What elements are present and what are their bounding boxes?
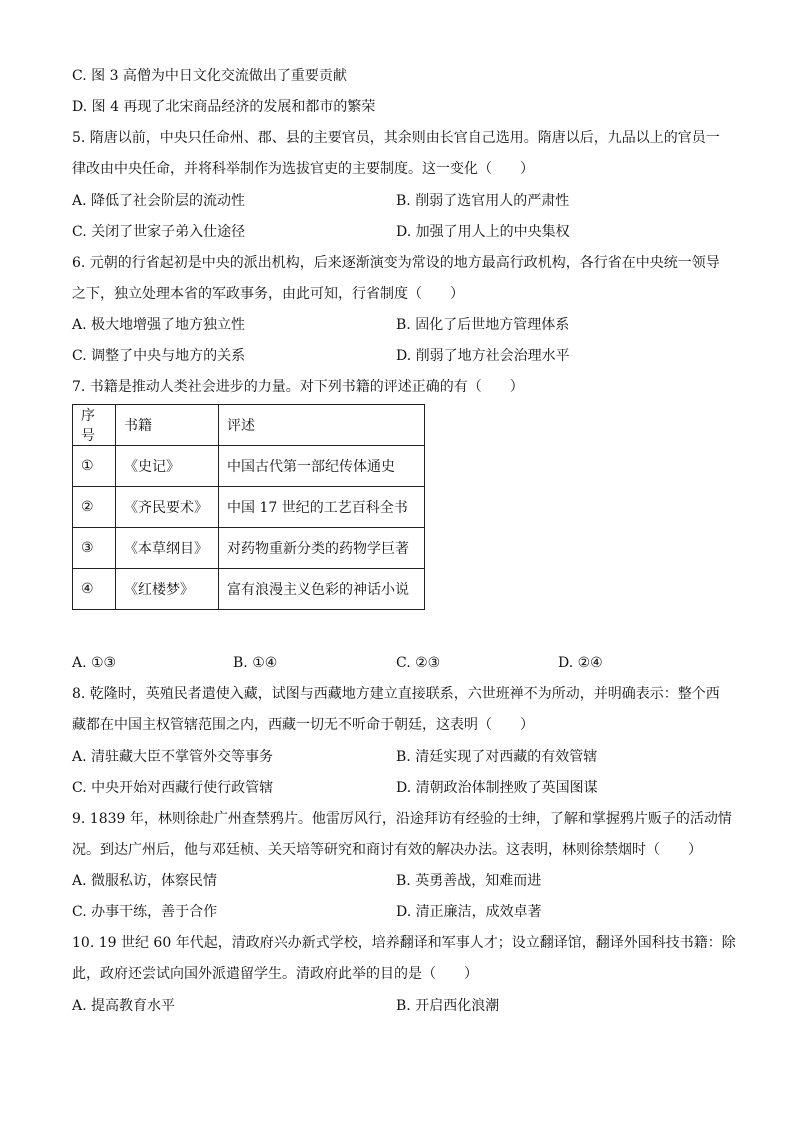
- q6-option-a: A. 极大地增强了地方独立性: [72, 317, 246, 333]
- q8-option-a: A. 清驻藏大臣不掌管外交等事务: [72, 749, 274, 765]
- q10-option-a: A. 提高教育水平: [72, 998, 176, 1014]
- row-comment: 中国 17 世纪的工艺百科全书: [219, 487, 425, 528]
- q6-option-d: D. 削弱了地方社会治理水平: [396, 348, 570, 364]
- header-index: 序号: [73, 405, 116, 446]
- row-book: 《史记》: [116, 446, 219, 487]
- table-row: [73, 528, 425, 569]
- row-comment: 中国古代第一部纪传体通史: [219, 446, 425, 487]
- q8-option-c: C. 中央开始对西藏行使行政管辖: [72, 780, 274, 796]
- q7-option-a: A. ①③: [72, 655, 117, 671]
- q4-option-c: C. 图 3 高僧为中日文化交流做出了重要贡献: [72, 68, 347, 84]
- q10-stem-line-2: 此，政府还尝试向国外派遣留学生。清政府此举的目的是（ ）: [72, 966, 478, 982]
- row-book: 《红楼梦》: [116, 569, 219, 610]
- q7-option-b: B. ①④: [233, 655, 278, 671]
- row-index: ④: [73, 569, 116, 610]
- q6-stem-line-2: 之下，独立处理本省的军政事务，由此可知，行省制度（ ）: [72, 286, 464, 302]
- table-row: [73, 569, 425, 610]
- table-header-row: [73, 405, 425, 446]
- q9-option-d: D. 清正廉洁，成效卓著: [396, 904, 542, 920]
- row-book: 《齐民要术》: [116, 487, 219, 528]
- row-book: 《本草纲目》: [116, 528, 219, 569]
- table-row: [73, 487, 425, 528]
- header-comment: 评述: [219, 405, 425, 446]
- row-index: ②: [73, 487, 116, 528]
- row-index: ①: [73, 446, 116, 487]
- q6-option-c: C. 调整了中央与地方的关系: [72, 348, 246, 364]
- q4-option-d: D. 图 4 再现了北宋商品经济的发展和都市的繁荣: [72, 99, 376, 115]
- q5-option-c: C. 关闭了世家子弟入仕途径: [72, 224, 246, 240]
- q6-option-b: B. 固化了后世地方管理体系: [396, 317, 570, 333]
- q9-option-b: B. 英勇善战，知难而进: [396, 873, 542, 889]
- q7-stem: 7. 书籍是推动人类社会进步的力量。对下列书籍的评述正确的有（ ）: [72, 379, 524, 395]
- header-book: 书籍: [116, 405, 219, 446]
- q8-option-b: B. 清廷实现了对西藏的有效管辖: [396, 749, 598, 765]
- row-comment: 对药物重新分类的药物学巨著: [219, 528, 425, 569]
- q5-stem-line-1: 5. 隋唐以前，中央只任命州、郡、县的主要官员，其余则由长官自己选用。隋唐以后，九品以上的官员一: [72, 130, 720, 146]
- q8-option-d: D. 清朝政治体制挫败了英国图谋: [396, 780, 598, 796]
- q7-option-c: C. ②③: [396, 655, 441, 671]
- q5-option-a: A. 降低了社会阶层的流动性: [72, 193, 246, 209]
- q8-stem-line-1: 8. 乾隆时，英殖民者遣使入藏，试图与西藏地方建立直接联系，六世班禅不为所动，并明确表示：整个西: [72, 686, 720, 702]
- q9-stem-line-2: 况。到达广州后，他与邓廷桢、关天培等研究和商讨有效的解决办法。这表明，林则徐禁烟时（ ）: [72, 842, 702, 858]
- q9-stem-line-1: 9. 1839 年，林则徐赴广州查禁鸦片。他雷厉风行，沿途拜访有经验的士绅，了解和掌握鸦片贩子的活动情: [72, 811, 732, 827]
- q9-option-a: A. 微服私访，体察民情: [72, 873, 218, 889]
- q9-option-c: C. 办事干练，善于合作: [72, 904, 218, 920]
- q5-stem-line-2: 律改由中央任命，并将科举制作为选拔官吏的主要制度。这一变化（ ）: [72, 161, 534, 177]
- q8-stem-line-2: 藏都在中国主权管辖范围之内，西藏一切无不听命于朝廷，这表明（ ）: [72, 717, 534, 733]
- q5-option-d: D. 加强了用人上的中央集权: [396, 224, 570, 240]
- q5-option-b: B. 削弱了选官用人的严肃性: [396, 193, 570, 209]
- q6-stem-line-1: 6. 元朝的行省起初是中央的派出机构，后来逐渐演变为常设的地方最高行政机构，各行省在中央统一领导: [72, 255, 720, 271]
- q10-stem-line-1: 10. 19 世纪 60 年代起，清政府兴办新式学校，培养翻译和军事人才；设立翻译馆，翻译外国科技书籍：除: [72, 935, 736, 951]
- table-row: [73, 446, 425, 487]
- row-index: ③: [73, 528, 116, 569]
- books-table: [72, 404, 425, 610]
- q10-option-b: B. 开启西化浪潮: [396, 998, 500, 1014]
- row-comment: 富有浪漫主义色彩的神话小说: [219, 569, 425, 610]
- q7-option-d: D. ②④: [558, 655, 603, 671]
